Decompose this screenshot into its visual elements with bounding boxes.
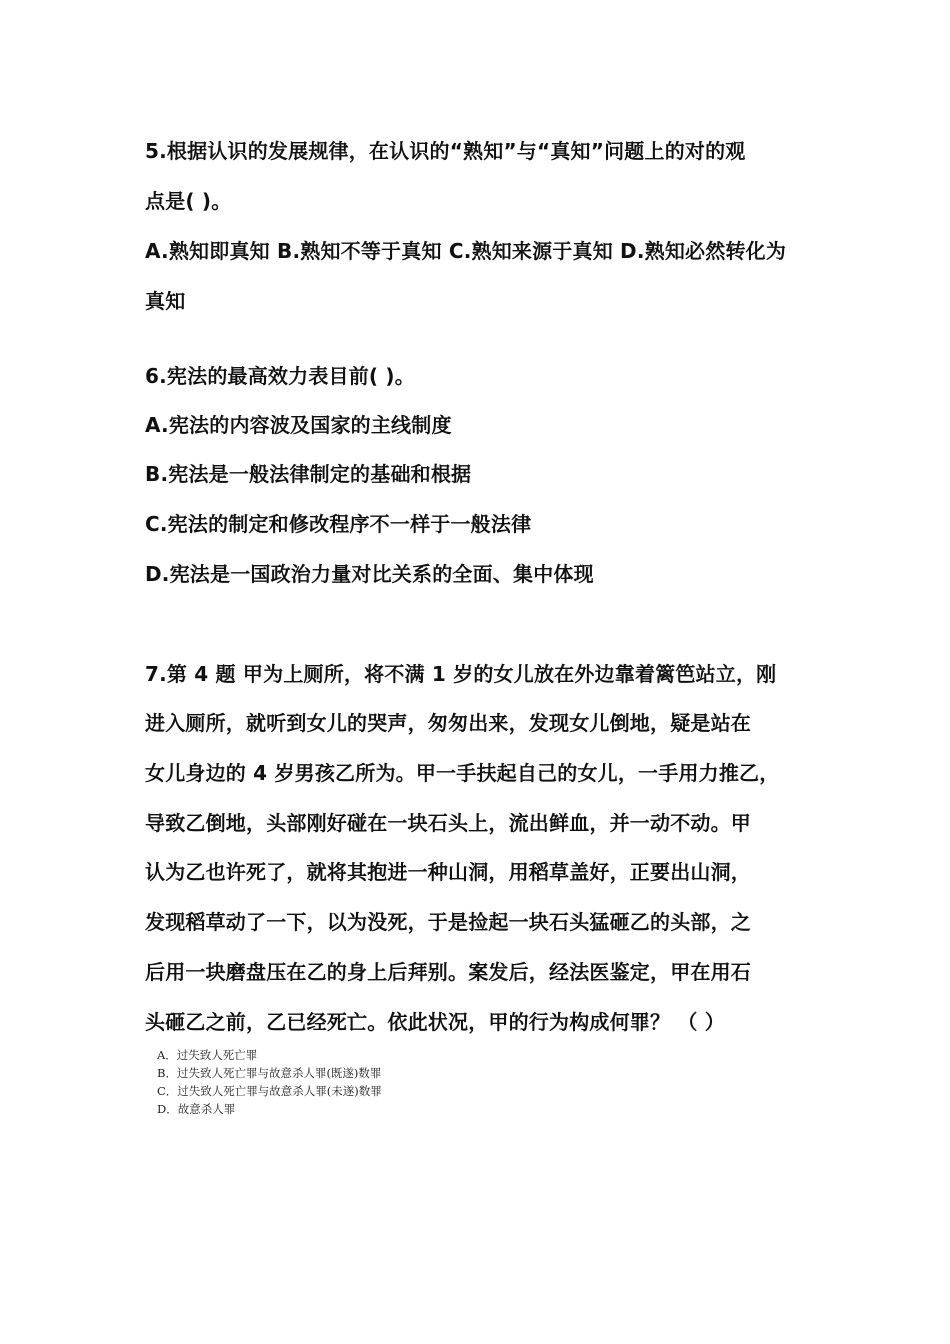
q7-stem-line-8: 头砸乙之前，乙已经死亡。依此状况，甲的行为构成何罪？ （ ） — [145, 1010, 725, 1034]
q6-option-a: A.宪法的内容波及国家的主线制度 — [145, 413, 452, 437]
q7-option-a: A．过失致人死亡罪 — [157, 1048, 258, 1062]
q7-stem-line-3: 女儿身边的 4 岁男孩乙所为。甲一手扶起自己的女儿，一手用力推乙， — [145, 761, 780, 785]
q7-stem-line-2: 进入厕所，就听到女儿的哭声，匆匆出来，发现女儿倒地，疑是站在 — [145, 711, 751, 735]
q7-option-d: D．故意杀人罪 — [157, 1102, 236, 1116]
q5-stem-line-2: 点是( )。 — [145, 189, 232, 213]
q6-stem: 6.宪法的最高效力表目前( )。 — [145, 364, 415, 388]
q6-option-b: B.宪法是一般法律制定的基础和根据 — [145, 462, 472, 486]
q7-stem-line-4: 导致乙倒地，头部刚好碰在一块石头上，流出鲜血，并一动不动。甲 — [145, 811, 751, 835]
q5-options-line-2: 真知 — [145, 289, 186, 313]
q5-options-line-1: A.熟知即真知 B.熟知不等于真知 C.熟知来源于真知 D.熟知必然转化为 — [145, 239, 787, 263]
q7-stem-line-1: 7.第 4 题 甲为上厕所，将不满 1 岁的女儿放在外边靠着篱笆站立，刚 — [145, 662, 777, 686]
q7-option-c: C．过失致人死亡罪与故意杀人罪(未遂)数罪 — [157, 1084, 382, 1098]
q6-option-c: C.宪法的制定和修改程序不一样于一般法律 — [145, 512, 532, 536]
q6-option-d: D.宪法是一国政治力量对比关系的全面、集中体现 — [145, 562, 594, 586]
q7-stem-line-6: 发现稻草动了一下，以为没死，于是捡起一块石头猛砸乙的头部，之 — [145, 910, 751, 934]
q7-stem-line-7: 后用一块磨盘压在乙的身上后拜别。案发后，经法医鉴定，甲在用石 — [145, 960, 751, 984]
q5-stem-line-1: 5.根据认识的发展规律，在认识的“熟知”与“真知”问题上的对的观 — [145, 139, 746, 163]
q7-option-b: B．过失致人死亡罪与故意杀人罪(既遂)数罪 — [157, 1066, 382, 1080]
q7-stem-line-5: 认为乙也许死了，就将其抱进一种山洞，用稻草盖好，正要出山洞， — [145, 860, 751, 884]
